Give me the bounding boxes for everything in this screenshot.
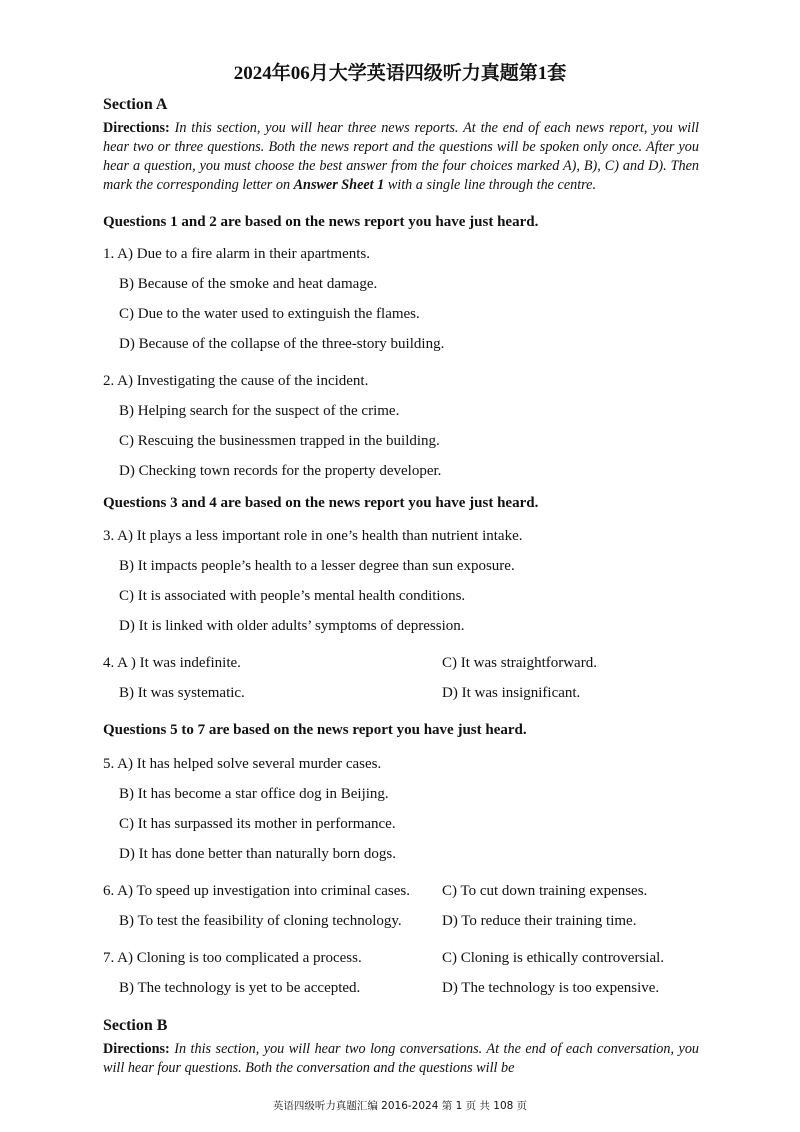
question-group-5-7: Questions 5 to 7 are based on the news report you have just heard. [103, 722, 527, 738]
page-title: 2024年06月大学英语四级听力真题第1套 [233, 63, 567, 84]
q5-option-a: 5. A) It has helped solve several murder cases. [103, 756, 382, 772]
section-b-directions [103, 1040, 699, 1078]
q2-option-d: D) Checking town records for the property developer. [119, 463, 442, 479]
q7-option-b: B) The technology is yet to be accepted. [119, 980, 361, 996]
q1-option-c: C) Due to the water used to extinguish the flames. [119, 306, 420, 322]
q4-option-d: D) It was insignificant. [442, 685, 581, 701]
q7-option-d: D) The technology is too expensive. [442, 980, 660, 996]
q3-option-d: D) It is linked with older adults’ symptoms of depression. [119, 618, 465, 634]
directions-label: Directions: [103, 120, 170, 136]
section-b-heading: Section B [103, 1017, 168, 1034]
q7-option-a: 7. A) Cloning is too complicated a process. [103, 950, 362, 966]
q3-option-b: B) It impacts people’s health to a lesser degree than sun exposure. [119, 558, 515, 574]
q7-option-c: C) Cloning is ethically controversial. [442, 950, 665, 966]
q3-option-a: 3. A) It plays a less important role in one’s health than nutrient intake. [103, 528, 523, 544]
q4-option-a: 4. A ) It was indefinite. [103, 655, 241, 671]
q5-option-d: D) It has done better than naturally born dogs. [119, 846, 397, 862]
q2-option-a: 2. A) Investigating the cause of the incident. [103, 373, 369, 389]
directions-text-b: In this section, you will hear two long conversations. At the end of each conversation, you will hear four questions. Both the conversation and the questions will be [103, 1041, 700, 1076]
answer-sheet-emphasis: Answer Sheet 1 [293, 177, 385, 193]
question-group-3-4: Questions 3 and 4 are based on the news report you have just heard. [103, 495, 539, 511]
q1-option-b: B) Because of the smoke and heat damage. [119, 276, 378, 292]
q6-option-b: B) To test the feasibility of cloning technology. [119, 913, 402, 929]
q1-option-d: D) Because of the collapse of the three-story building. [119, 336, 445, 352]
directions-text-end: with a single line through the centre. [387, 177, 596, 193]
page-footer: 英语四级听力真题汇编 2016-2024 第 1 页 共 108 页 [272, 1100, 528, 1112]
q6-option-a: 6. A) To speed up investigation into criminal cases. [103, 883, 410, 899]
q5-option-b: B) It has become a star office dog in Beijing. [119, 786, 389, 802]
section-a-heading: Section A [103, 96, 168, 113]
section-a-directions [103, 119, 699, 195]
q1-option-a: 1. A) Due to a fire alarm in their apartments. [103, 246, 370, 262]
q3-option-c: C) It is associated with people’s mental health conditions. [119, 588, 466, 604]
q4-option-b: B) It was systematic. [119, 685, 245, 701]
question-group-1-2: Questions 1 and 2 are based on the news report you have just heard. [103, 214, 539, 230]
directions-label-b: Directions: [103, 1041, 170, 1057]
q2-option-b: B) Helping search for the suspect of the crime. [119, 403, 400, 419]
q6-option-c: C) To cut down training expenses. [442, 883, 648, 899]
q4-option-c: C) It was straightforward. [442, 655, 597, 671]
q5-option-c: C) It has surpassed its mother in performance. [119, 816, 396, 832]
directions-text: In this section, you will hear three news reports. At the end of each news report, you will hear two or three questions. Both the news report and the questions will be spoken only once. After you hear a question, you must choose the best answer from the four choices marked A), B), C) and D). Then mark the corresponding letter on [103, 120, 700, 193]
q6-option-d: D) To reduce their training time. [442, 913, 637, 929]
q2-option-c: C) Rescuing the businessmen trapped in the building. [119, 433, 440, 449]
